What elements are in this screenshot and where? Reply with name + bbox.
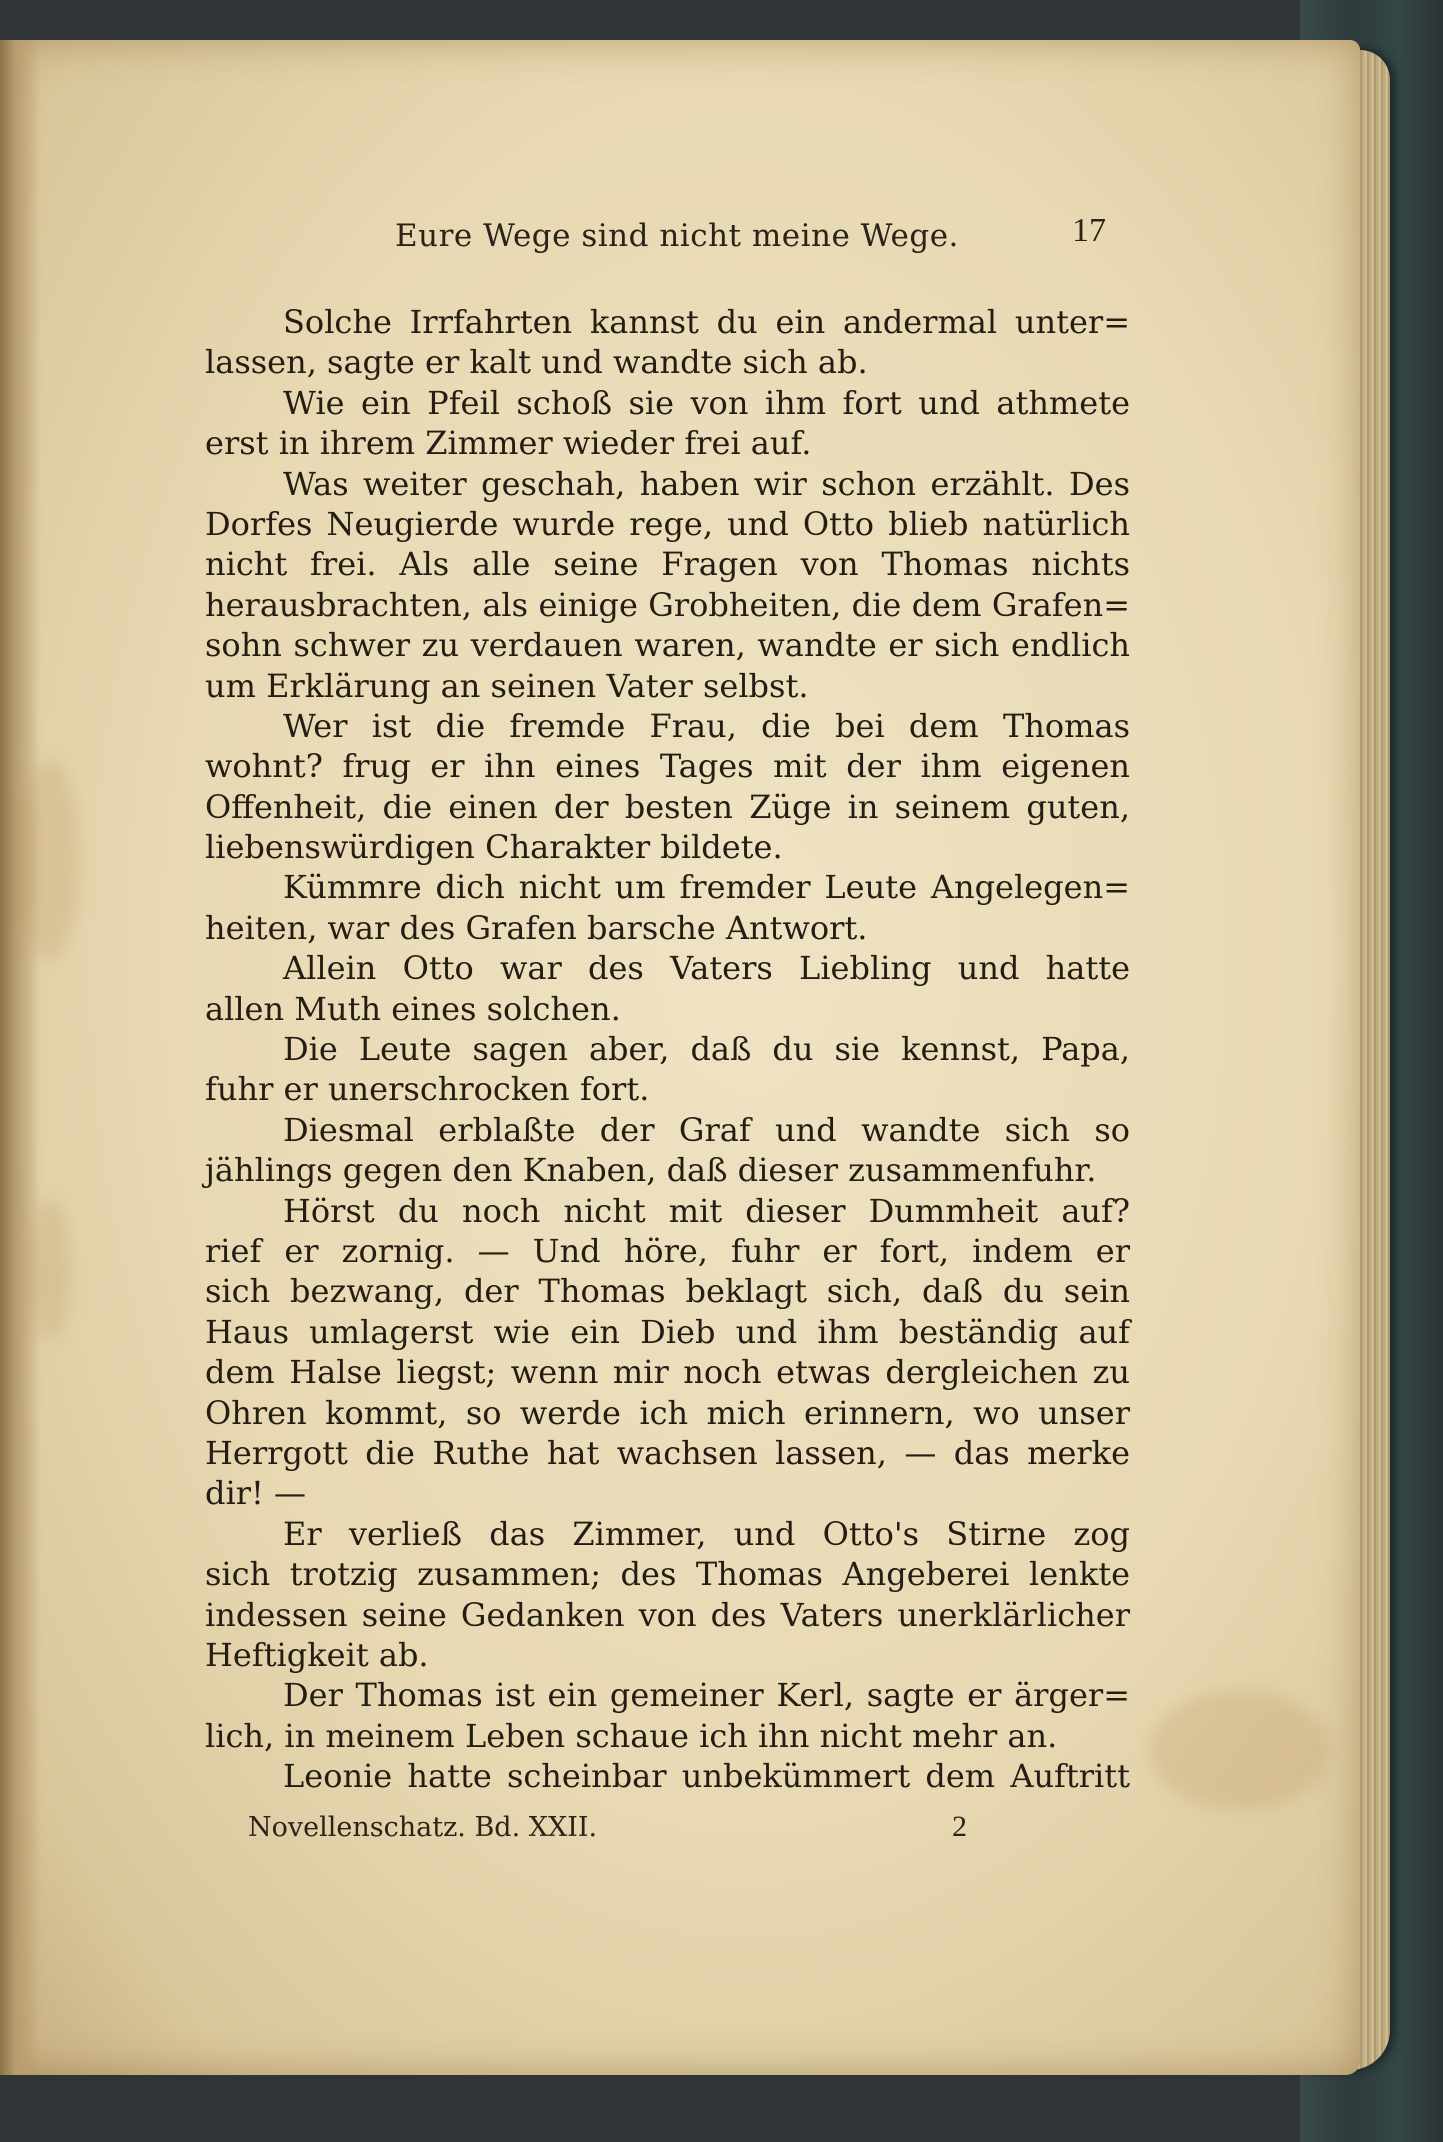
- text-line: Kümmre dich nicht um fremder Leute Angelegen=: [283, 868, 1130, 907]
- paper-stain: [20, 760, 80, 960]
- text-line: rief er zornig. — Und höre, fuhr er fort, indem er: [205, 1231, 1130, 1270]
- text-line: sich trotzig zusammen; des Thomas Angeberei lenkte: [205, 1555, 1130, 1594]
- text-line: jählings gegen den Knaben, daß dieser zusammenfuhr.: [205, 1151, 1097, 1190]
- text-line: Wer ist die fremde Frau, die bei dem Thomas: [283, 706, 1130, 745]
- text-line: herausbrachten, als einige Grobheiten, die dem Grafen=: [205, 585, 1130, 624]
- text-line: Solche Irrfahrten kannst du ein andermal unter=: [283, 303, 1130, 341]
- text-line: Ohren kommt, so werde ich mich erinnern, wo unser: [205, 1393, 1130, 1432]
- text-line: Herrgott die Ruthe hat wachsen lassen, — das merke: [205, 1433, 1130, 1472]
- text-line: sohn schwer zu verdauen waren, wandte er sich endlich: [205, 626, 1130, 665]
- text-line: um Erklärung an seinen Vater selbst.: [205, 666, 809, 705]
- text-line: indessen seine Gedanken von des Vaters unerklärlicher: [205, 1595, 1130, 1634]
- text-line: lich, in meinem Leben schaue ich ihn nicht mehr an.: [205, 1716, 1058, 1755]
- text-line: Er verließ das Zimmer, und Otto's Stirne zog: [283, 1514, 1130, 1553]
- running-title: Eure Wege sind nicht meine Wege.: [395, 218, 959, 254]
- text-line: Leonie hatte scheinbar unbekümmert dem Auftritt: [283, 1757, 1130, 1796]
- text-line: Diesmal erblaßte der Graf und wandte sich so: [283, 1110, 1130, 1149]
- text-line: Heftigkeit ab.: [205, 1635, 429, 1674]
- text-line: dem Halse liegst; wenn mir noch etwas dergleichen zu: [205, 1353, 1130, 1392]
- page-gutter: [0, 40, 40, 2075]
- text-line: lassen, sagte er kalt und wandte sich ab.: [205, 343, 868, 382]
- text-line: erst in ihrem Zimmer wieder frei auf.: [205, 424, 812, 463]
- sheet-number: 2: [952, 1810, 967, 1843]
- text-line: wohnt? frug er ihn eines Tages mit der ihm eigenen: [205, 747, 1130, 786]
- text-line: Offenheit, die einen der besten Züge in seinem guten,: [205, 787, 1130, 826]
- text-line: Was weiter geschah, haben wir schon erzählt. Des: [283, 464, 1130, 503]
- paper-stain: [1150, 1690, 1330, 1810]
- text-line: liebenswürdigen Charakter bildete.: [205, 828, 783, 867]
- text-line: Dorfes Neugierde wurde rege, und Otto blieb natürlich: [205, 504, 1130, 543]
- text-line: Haus umlagerst wie ein Dieb und ihm beständig auf: [205, 1312, 1130, 1351]
- text-line: dir! —: [205, 1474, 307, 1513]
- text-line: allen Muth eines solchen.: [205, 989, 621, 1028]
- body-text: [205, 302, 1130, 1796]
- page-number: 17: [1072, 212, 1106, 249]
- paper-stain: [30, 1200, 70, 1340]
- text-line: sich bezwang, der Thomas beklagt sich, daß du sein: [205, 1272, 1130, 1311]
- text-line: Der Thomas ist ein gemeiner Kerl, sagte er ärger=: [283, 1676, 1130, 1715]
- signature-mark: Novellenschatz. Bd. XXII.: [248, 1812, 598, 1843]
- text-line: fuhr er unerschrocken fort.: [205, 1070, 650, 1109]
- text-line: Allein Otto war des Vaters Liebling und hatte: [283, 949, 1130, 988]
- text-line: Die Leute sagen aber, daß du sie kennst, Papa,: [283, 1030, 1130, 1069]
- text-line: nicht frei. Als alle seine Fragen von Thomas nichts: [205, 545, 1130, 584]
- text-line: Wie ein Pfeil schoß sie von ihm fort und athmete: [283, 383, 1130, 422]
- text-line: Hörst du noch nicht mit dieser Dummheit auf?: [283, 1191, 1130, 1230]
- text-line: heiten, war des Grafen barsche Antwort.: [205, 908, 868, 947]
